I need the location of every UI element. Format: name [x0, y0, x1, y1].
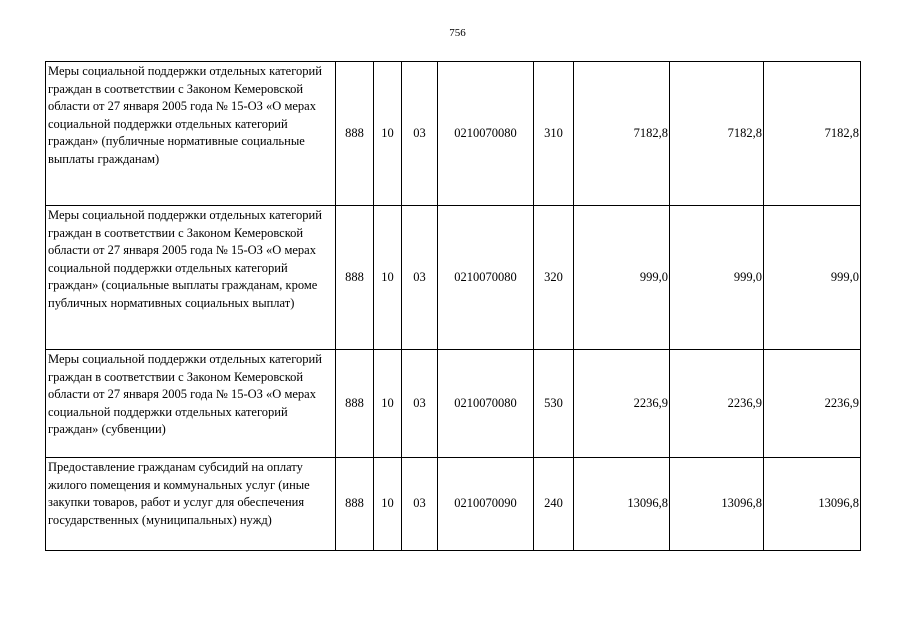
table-row — [46, 206, 861, 350]
amount-2-cell: 999,0 — [670, 206, 764, 350]
ministry-code-cell: 888 — [336, 62, 374, 206]
table-row — [46, 350, 861, 458]
amount-2-cell: 7182,8 — [670, 62, 764, 206]
description-cell: Меры социальной поддержки отдельных категорий граждан в соответствии с Законом Кемеровской области от 27 января 2005 года № 15-ОЗ «О мерах социальной поддержки отдельных категорий граждан» (субвенции) — [46, 350, 336, 458]
amount-3-cell: 13096,8 — [764, 458, 861, 551]
amount-1-cell: 2236,9 — [574, 350, 670, 458]
expense-type-cell: 320 — [534, 206, 574, 350]
section-code-cell: 10 — [374, 350, 402, 458]
section-code-cell: 10 — [374, 206, 402, 350]
ministry-code-cell: 888 — [336, 206, 374, 350]
target-article-cell: 0210070080 — [438, 350, 534, 458]
description-cell: Предоставление гражданам субсидий на оплату жилого помещения и коммунальных услуг (иные закупки товаров, работ и услуг для обеспечения государственных (муниципальных) нужд) — [46, 458, 336, 551]
amount-3-cell: 7182,8 — [764, 62, 861, 206]
amount-2-cell: 2236,9 — [670, 350, 764, 458]
amount-1-cell: 7182,8 — [574, 62, 670, 206]
description-cell: Меры социальной поддержки отдельных категорий граждан в соответствии с Законом Кемеровской области от 27 января 2005 года № 15-ОЗ «О мерах социальной поддержки отдельных категорий граждан» (публичные нормативные социальные выплаты гражданам) — [46, 62, 336, 206]
target-article-cell: 0210070090 — [438, 458, 534, 551]
ministry-code-cell: 888 — [336, 458, 374, 551]
expense-type-cell: 240 — [534, 458, 574, 551]
expense-type-cell: 310 — [534, 62, 574, 206]
description-cell: Меры социальной поддержки отдельных категорий граждан в соответствии с Законом Кемеровской области от 27 января 2005 года № 15-ОЗ «О мерах социальной поддержки отдельных категорий граждан» (социальные выплаты гражданам, кроме публичных нормативных социальных выплат) — [46, 206, 336, 350]
amount-2-cell: 13096,8 — [670, 458, 764, 551]
budget-table — [45, 61, 861, 551]
expense-type-cell: 530 — [534, 350, 574, 458]
subsection-code-cell: 03 — [402, 206, 438, 350]
ministry-code-cell: 888 — [336, 350, 374, 458]
amount-3-cell: 999,0 — [764, 206, 861, 350]
section-code-cell: 10 — [374, 62, 402, 206]
section-code-cell: 10 — [374, 458, 402, 551]
page-number: 756 — [449, 27, 466, 39]
subsection-code-cell: 03 — [402, 62, 438, 206]
table-row — [46, 62, 861, 206]
target-article-cell: 0210070080 — [438, 62, 534, 206]
amount-3-cell: 2236,9 — [764, 350, 861, 458]
subsection-code-cell: 03 — [402, 350, 438, 458]
target-article-cell: 0210070080 — [438, 206, 534, 350]
amount-1-cell: 13096,8 — [574, 458, 670, 551]
table-row — [46, 458, 861, 551]
subsection-code-cell: 03 — [402, 458, 438, 551]
amount-1-cell: 999,0 — [574, 206, 670, 350]
